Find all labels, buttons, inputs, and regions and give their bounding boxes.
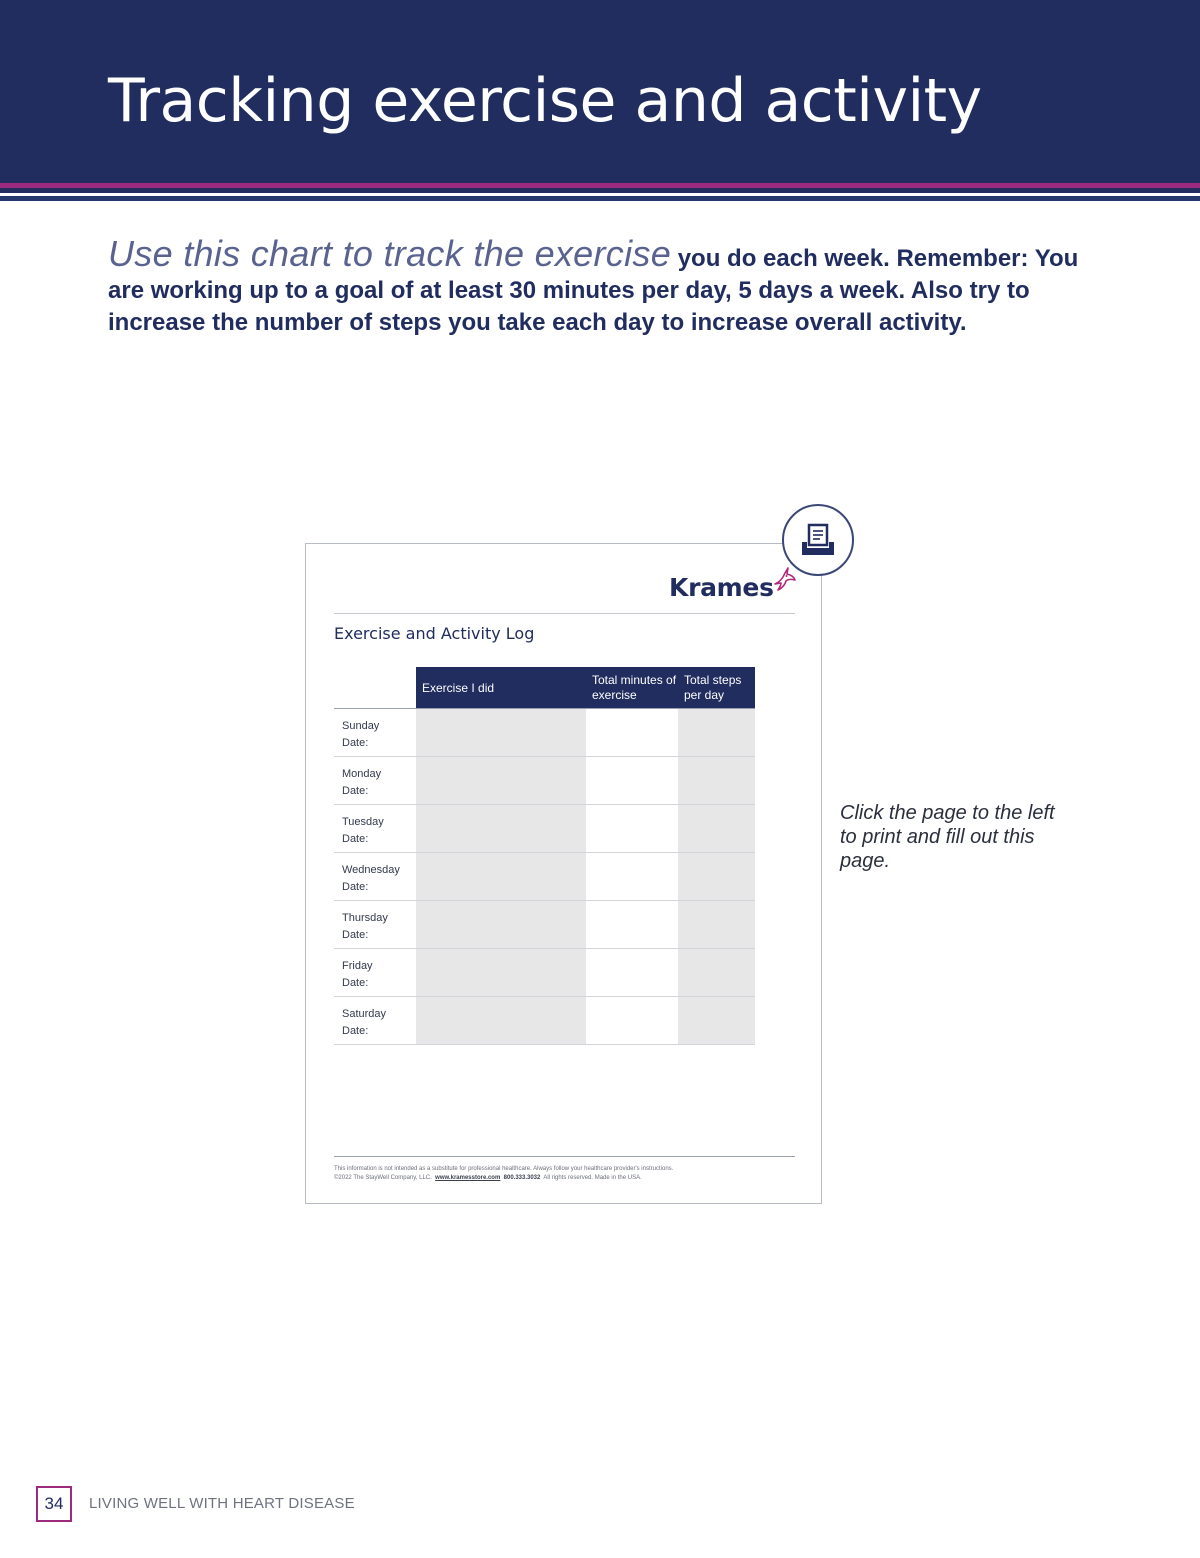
doc-divider xyxy=(334,613,795,614)
table-row xyxy=(334,901,755,949)
row-date-label: Date: xyxy=(342,929,369,941)
page-title: Tracking exercise and activity xyxy=(108,66,982,136)
copyright-line xyxy=(334,1174,804,1183)
print-button[interactable] xyxy=(782,504,854,576)
row-day-label: Tuesday xyxy=(342,816,384,828)
intro-lead: Use this chart to track the exercise xyxy=(108,233,672,274)
column-header-exercise: Exercise I did xyxy=(416,667,586,709)
row-date-label: Date: xyxy=(342,1025,369,1037)
doc-disclaimer xyxy=(334,1165,804,1183)
header-stripe-navy-bottom xyxy=(0,196,1200,201)
rights-text: All rights reserved. Made in the USA. xyxy=(543,1175,642,1181)
table-row xyxy=(334,853,755,901)
row-date-label: Date: xyxy=(342,785,369,797)
store-phone: 800.333.3032 xyxy=(503,1175,541,1181)
row-day-label: Saturday xyxy=(342,1008,387,1020)
print-instruction: Click the page to the left to print and fill out this page. xyxy=(840,802,1055,872)
row-date-label: Date: xyxy=(342,737,369,749)
row-day-label: Wednesday xyxy=(342,864,400,876)
row-date-label: Date: xyxy=(342,833,369,845)
krames-logo: Krames xyxy=(669,573,774,602)
row-day-label: Friday xyxy=(342,960,373,972)
log-title: Exercise and Activity Log xyxy=(334,624,535,643)
column-header-minutes: Total minutes of exercise xyxy=(586,667,678,709)
row-date-label: Date: xyxy=(342,977,369,989)
row-day-label: Thursday xyxy=(342,912,388,924)
intro-rest: you do each week. Remember: You are working up to a goal of at least 30 minutes per day, 5 days a week. Also try to increase the number of steps you take each day to increase overall activity. xyxy=(108,245,1079,336)
printer-icon xyxy=(798,522,838,558)
copyright-text: ©2022 The StayWell Company, LLC. xyxy=(334,1175,432,1181)
intro-paragraph xyxy=(108,233,1118,339)
page-number: 34 xyxy=(36,1486,72,1522)
table-row xyxy=(334,757,755,805)
hummingbird-icon xyxy=(772,566,796,592)
table-row xyxy=(334,805,755,853)
column-header-steps: Total steps per day xyxy=(678,667,755,709)
page-header xyxy=(0,0,1200,183)
row-day-label: Sunday xyxy=(342,720,380,732)
running-title: LIVING WELL WITH HEART DISEASE xyxy=(89,1495,355,1512)
table-row xyxy=(334,949,755,997)
row-date-label: Date: xyxy=(342,881,369,893)
table-row xyxy=(334,709,755,757)
table-row xyxy=(334,997,755,1045)
row-day-label: Monday xyxy=(342,768,382,780)
doc-footer-divider xyxy=(334,1156,795,1157)
store-link[interactable]: www.kramesstore.com xyxy=(435,1175,501,1181)
disclaimer-line: This information is not intended as a substitute for professional healthcare. Always follow your healthcare provider's instructions. xyxy=(334,1166,674,1172)
